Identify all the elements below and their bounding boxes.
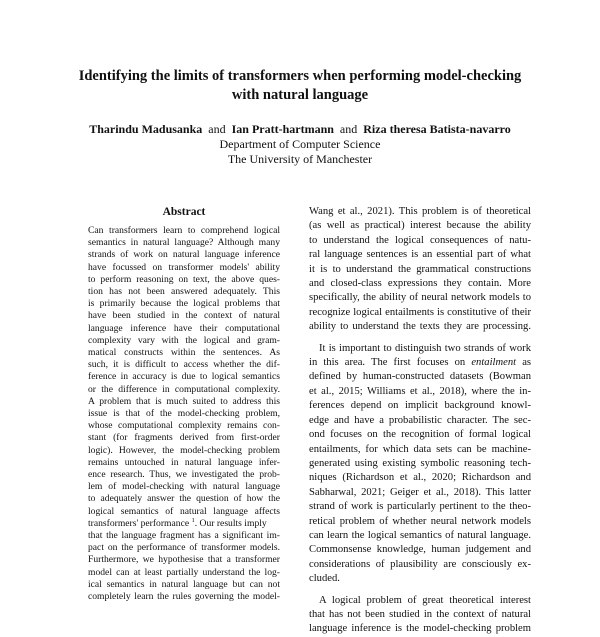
intro-line-emphasis (309, 356, 531, 370)
intro-line: that has not been studied in the context of natural (309, 608, 531, 620)
intro-line: niques (Richardson et al., 2020; Richardson and (309, 472, 531, 484)
abstract-line-tail: . Our results imply (194, 517, 267, 529)
abstract-line: issue is that of the model-checking problem, (88, 408, 280, 420)
abstract-line: strands of work on natural language inference (88, 249, 280, 261)
intro-text: as (522, 357, 532, 369)
abstract-line: A problem that is much suited to address this (88, 395, 280, 407)
abstract-heading: Abstract (162, 206, 206, 218)
intro-line: it is to understand the grammatical constructions (309, 263, 531, 275)
abstract-line-footnote (88, 518, 280, 530)
abstract-line: Can transformers learn to comprehend logical (88, 225, 280, 236)
abstract-line: have been studied in the context of natural (88, 310, 280, 322)
intro-line: et al., 2015; Williams et al., 2018), where the in- (309, 385, 531, 397)
paragraph-gap (309, 587, 531, 594)
abstract-line: completely learn the rules governing the model- (88, 591, 280, 603)
intro-line: ability to understand the texts they are processing. (309, 321, 531, 333)
author-block (40, 122, 560, 167)
abstract-line: that the language fragment has a significant im- (88, 530, 280, 542)
abstract-line: logic). However, the model-checking problem (88, 444, 280, 456)
paragraph-gap (309, 335, 531, 342)
intro-line: It is important to distinguish two strands of work (319, 342, 531, 354)
abstract-line: to perform reasoning on text, the above ques- (88, 273, 280, 285)
intro-line: retical problem of whether neural network models (309, 515, 531, 527)
abstract-line: remains untouched in natural language infer- (88, 456, 280, 468)
abstract-line: complexity vary with the logical and gram- (88, 334, 280, 346)
intro-line: specifically, the ability of neural network models to (309, 292, 531, 304)
intro-line: ferences depend on implicit background knowl- (309, 400, 531, 412)
title-line-1: Identifying the limits of transformers when performing model-checking (78, 68, 522, 84)
author-names (40, 122, 560, 137)
abstract-line: is primarily because the logical problems that (88, 298, 280, 310)
paper-title (40, 67, 560, 105)
abstract-line-text: transformers' performance (88, 517, 190, 529)
author-conjunction: and (208, 122, 226, 136)
abstract-line: ical semantics in natural language but can not (88, 578, 280, 590)
intro-text: in this area. The first focuses on (309, 357, 466, 369)
intro-line: A logical problem of great theoretical interest (319, 594, 531, 606)
intro-body (309, 205, 531, 637)
intro-line: (as well as practical) interest because the ability (309, 220, 531, 232)
intro-line: edge and have a probabilistic character. The sec- (309, 414, 531, 426)
intro-emphasis: entailment (471, 357, 517, 369)
intro-line: ral language sentences is an essential part of what (309, 249, 531, 261)
abstract-line: model can at least partially understand the log- (88, 566, 280, 578)
abstract-line: tion has not been answered adequately. This (88, 286, 280, 298)
intro-line: considerations of plausibility are consciously ex- (309, 558, 531, 570)
abstract-line: ference in accuracy is due to logical semantics (88, 371, 280, 383)
abstract-line: to adequately answer the question of how the (88, 493, 280, 505)
author-university: The University of Manchester (227, 152, 373, 166)
title-line-2: with natural language (231, 87, 369, 103)
intro-line: Wang et al., 2021). This problem is of theoretical (309, 206, 531, 217)
author-3: Riza theresa Batista-navarro (363, 122, 511, 136)
footnote-marker[interactable]: 1 (191, 516, 195, 524)
author-1: Tharindu Madusanka (89, 122, 203, 136)
author-department: Department of Computer Science (219, 137, 381, 151)
intro-line: can learn the logical semantics of natural language. (309, 529, 531, 541)
intro-line: Sabharwal, 2021; Geiger et al., 2018). This latter (309, 486, 531, 498)
intro-line: language inference is the model-checking problem (309, 623, 531, 635)
intro-line: ond focuses on the recognition of formal logical (309, 429, 531, 441)
abstract-line: stant (for fragments derived from first-order (88, 432, 280, 444)
intro-line: generated using existing symbolic reasoning tech- (309, 457, 531, 469)
abstract-line: matical constructs within the sentences. As (88, 347, 280, 359)
abstract-line: ence research. Thus, we investigated the prob- (88, 469, 280, 481)
intro-line: entailments, for which data sets can be machine- (309, 443, 531, 455)
abstract-line: or the difference in computational complexity. (88, 383, 280, 395)
abstract-line: logical semantics of natural language affects (88, 505, 280, 517)
intro-line: strand of work is particularly pertinent to the theo- (309, 501, 531, 513)
intro-line: and closed-class expressions they contain. More (309, 278, 531, 290)
abstract-line: whose computational complexity remains con- (88, 420, 280, 432)
abstract-line: pact on the performance of transformer models. (88, 542, 280, 554)
abstract-line: lem of model-checking with natural language (88, 481, 280, 493)
abstract-line: Furthermore, we hypothesise that a transformer (88, 554, 280, 566)
intro-line: defined by human-constructed datasets (Bowman (309, 371, 531, 383)
intro-line: to understand the logical consequences of natu- (309, 234, 531, 246)
abstract-body (88, 225, 280, 603)
author-conjunction: and (339, 122, 358, 136)
intro-line: recognize logical entailments is constitutive of their (309, 306, 531, 318)
abstract-line: language inference have their computational (88, 322, 280, 334)
intro-line: Commonsense knowledge, human judgement and (309, 544, 531, 556)
author-2: Ian Pratt-hartmann (231, 122, 334, 136)
intro-line: cluded. (309, 573, 340, 585)
abstract-line: semantics in natural language? Although many (88, 237, 280, 249)
abstract-line: have focussed on transformer models' ability (88, 261, 280, 273)
abstract-line: such, it is difficult to access whether the dif- (88, 359, 280, 371)
